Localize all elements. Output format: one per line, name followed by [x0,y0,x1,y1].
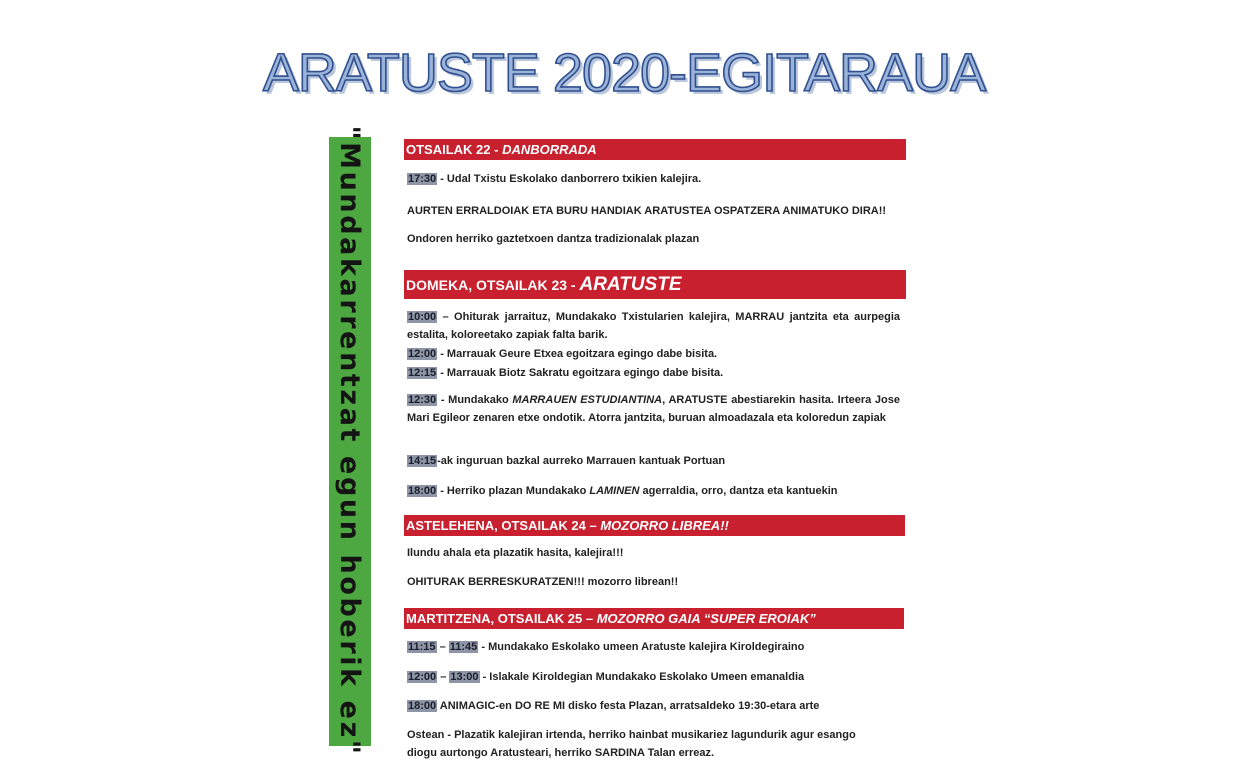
event-line: 14:15-ak inguruan bazkal aurreko Marrauen kantuak Portuan [408,455,726,467]
side-banner-text: "Mundakarrentzat egun hoberik ez" [334,125,366,757]
time-highlight: 18:00 [408,485,437,497]
event-line: Ondoren herriko gaztetxoen dantza tradizionalak plazan [407,233,700,245]
event-line: 18:00 - Herriko plazan Mundakako LAMINEN agerraldia, orro, dantza eta kantuekin [408,485,838,497]
event-line: Ostean - Plazatik kalejiran irtenda, herriko hainbat musikariez lagundurik agur esango diogu aurtongo Aratusteari, herriko SARDINA Talan erreaz. [407,729,856,759]
announcement: AURTEN ERRALDOIAK ETA BURU HANDIAK ARATUSTEA OSPATZERA ANIMATUKO DIRA!! [407,205,887,217]
time-highlight: 14:15 [408,455,437,467]
time-highlight: 11:45 [449,641,478,653]
time-highlight: 12:00 [408,348,437,360]
time-highlight: 11:15 [408,641,436,653]
event-line: 12:30 - Mundakako MARRAUEN ESTUDIANTINA, ARATUSTE abestiarekin hasita. Irteera Jose Mari Egileor zenaren etxe ondotik. Atorra jantzita, buruan almoadazala eta koloredun zapiak [407,394,900,424]
section-header-astelehena: ASTELEHENA, OTSAILAK 24 – MOZORRO LIBREA!! [404,515,905,536]
event-line: 18:00 ANIMAGIC-en DO RE MI disko festa Plazan, arratsaldeko 19:30-etara arte [408,700,820,712]
event-line: 11:15 – 11:45 - Mundakako Eskolako umeen Aratuste kalejira Kiroldegiraino [408,641,805,653]
event-line: 12:00 – 13:00 - Islakale Kiroldegian Mundakako Eskolako Umeen emanaldia [408,671,805,683]
event-line: OHITURAK BERRESKURATZEN!!! mozorro librean!! [407,576,679,588]
event-line: 17:30 - Udal Txistu Eskolako danborrero txikien kalejira. [408,173,702,185]
section-header-martitzena: MARTITZENA, OTSAILAK 25 – MOZORRO GAIA “SUPER EROIAK” [404,608,904,629]
time-highlight: 10:00 [408,311,437,323]
page-title: ARATUSTE 2020-EGITARAUA [262,43,986,103]
section-header-otsailak-22: OTSAILAK 22 - DANBORRADA [404,139,906,160]
time-highlight: 12:15 [408,367,437,379]
event-line: 10:00 – Ohiturak jarraituz, Mundakako Txistularien kalejira, MARRAU jantzita eta aurpegia estalita, koloreetako zapiak falta barik. [407,311,900,341]
event-line: Ilundu ahala eta plazatik hasita, kalejira!!! [407,547,624,559]
event-line: 12:00 - Marrauak Geure Etxea egoitzara egingo dabe bisita. [408,348,718,360]
time-highlight: 18:00 [408,700,437,712]
time-highlight: 17:30 [408,173,437,185]
event-line: 12:15 - Marrauak Biotz Sakratu egoitzara egingo dabe bisita. [408,367,724,379]
time-highlight: 12:00 [408,671,437,683]
time-highlight: 13:00 [450,671,479,683]
time-highlight: 12:30 [408,394,437,406]
section-header-domeka: DOMEKA, OTSAILAK 23 - ARATUSTE [404,270,906,299]
